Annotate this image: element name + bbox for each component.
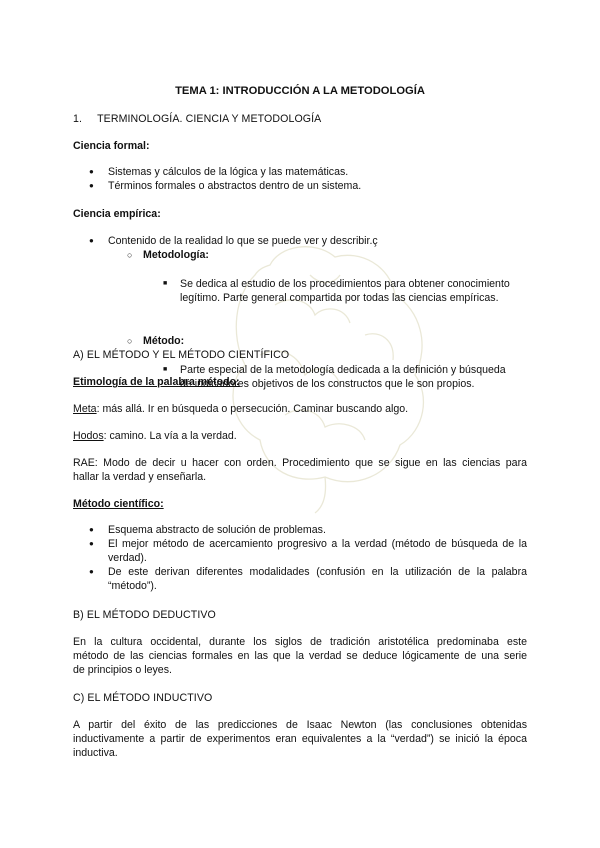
text-line: método de las ciencias formales en las que la verdad se deduce lógicamente de una serie [73,650,527,662]
hodos-definition [73,429,237,443]
metodologia-text [73,277,600,305]
ciencia-formal-heading: Ciencia formal: [73,140,150,152]
rae-definition [73,456,527,484]
list-item: ● Términos formales o abstractos dentro de un sistema. [73,179,527,193]
text-line: inductivamente a partir de experimentos eran equivalentes a la “verdad”) se inició la época [73,733,527,745]
section-b-heading: B) EL MÉTODO DEDUCTIVO [73,609,216,621]
section-number: 1. [73,113,83,125]
text-line: inductiva. [73,747,118,759]
text-line: En la cultura occidental, durante los siglos de tradición aristotélica predominaba este [73,636,527,648]
text-line: legítimo. Parte general compartida por todas las ciencias empíricas. [180,292,499,304]
text-line: verdad). [108,552,147,564]
etimologia-heading: Etimología de la palabra método: [73,376,240,388]
text-line: ● De este derivan diferentes modalidades (confusión en la utilización de la palabra [108,566,527,578]
text-line: “método”). [108,580,157,592]
ciencia-empirica-heading: Ciencia empírica: [73,208,161,220]
section-c-heading: C) EL MÉTODO INDUCTIVO [73,692,213,704]
section-b-paragraph [73,635,527,677]
text-line: ■ Se dedica al estudio de los procedimientos para obtener conocimiento [180,278,510,290]
list-item [73,565,527,593]
document-page [73,0,527,759]
metodo-cientifico-heading: Método científico: [73,498,164,510]
text-line: ● El mejor método de acercamiento progresivo a la verdad (método de búsqueda de la [108,538,527,550]
list-item: ● Esquema abstracto de solución de problemas. [73,523,527,537]
text-line: ■ Parte especial de la metodología dedicada a la definición y búsqueda [180,364,506,376]
meta-term: Meta [73,403,97,415]
ciencia-formal-list [73,165,527,193]
text-line: hallar la verdad y enseñarla. [73,471,207,483]
text-line: RAE: Modo de decir u hacer con orden. Procedimiento que se sigue en las ciencias para [73,457,527,469]
meta-def: : más allá. Ir en búsqueda o persecución. Caminar buscando algo. [96,403,409,415]
list-item: ● Sistemas y cálculos de la lógica y las matemáticas. [73,165,527,179]
section-c-paragraph [73,718,527,760]
text-line: de principios o leyes. [73,664,172,676]
list-item [73,537,527,565]
text-line: de indicadores objetivos de los constructos que le son propios. [180,378,475,390]
text-line: A partir del éxito de las predicciones de Isaac Newton (las conclusiones obtenidas [73,719,527,731]
section-a-heading: A) EL MÉTODO Y EL MÉTODO CIENTÍFICO [73,349,290,361]
metodo-cientifico-list [73,523,527,593]
ciencia-empirica-list [73,234,527,248]
list-item: ● Contenido de la realidad lo que se puede ver y describir.ç [73,234,527,248]
meta-definition [73,402,408,416]
metodo-label: ○ Método: [73,334,527,348]
page-title: TEMA 1: INTRODUCCIÓN A LA METODOLOGÍA [175,85,425,97]
hodos-term: Hodos [73,430,104,442]
section-1-heading [73,112,321,126]
hodos-def: : camino. La vía a la verdad. [103,430,237,442]
section-label: TERMINOLOGÍA. CIENCIA Y METODOLOGÍA [97,113,322,125]
metodologia-label: ○ Metodología: [73,248,527,262]
